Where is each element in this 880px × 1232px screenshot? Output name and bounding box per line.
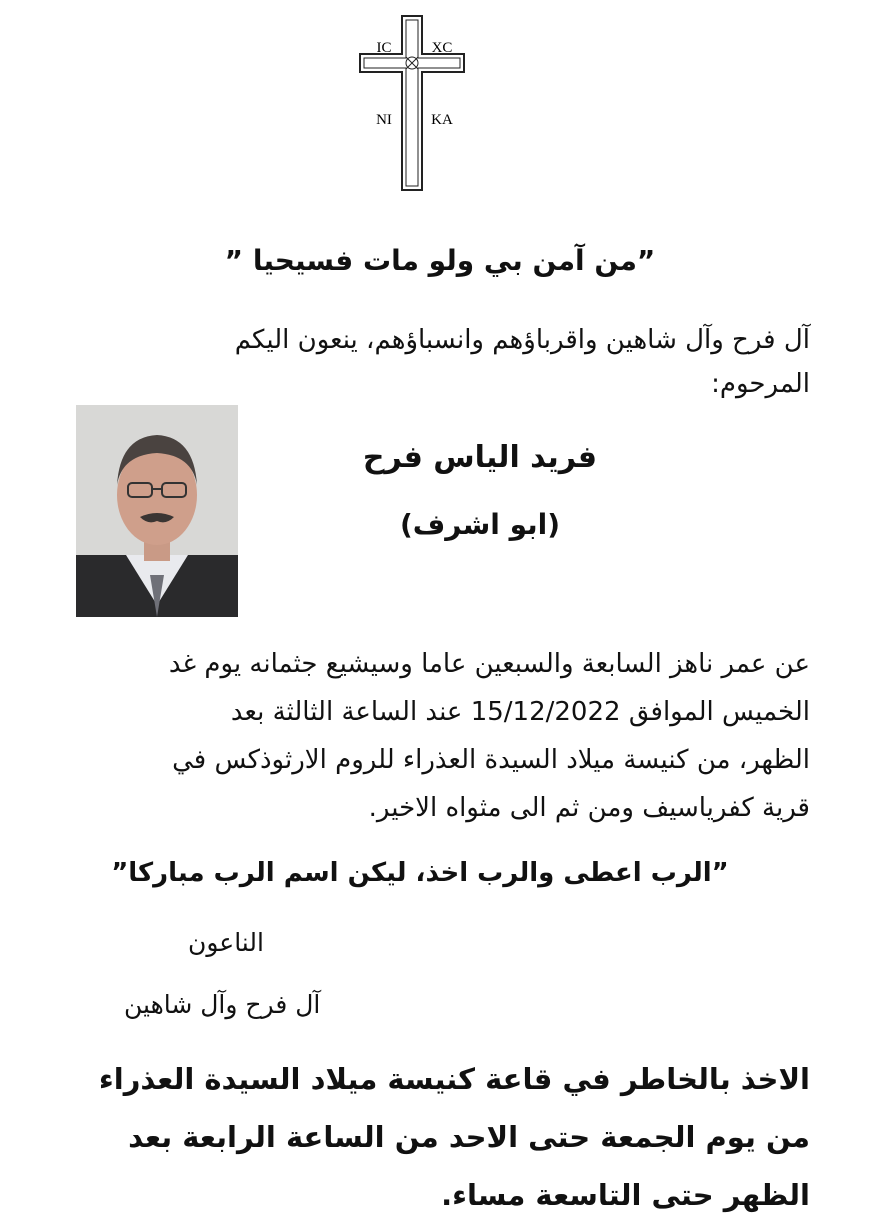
deceased-photo: [76, 405, 238, 617]
cross-label-ni: NI: [376, 112, 392, 128]
cross-label-ic: IC: [376, 40, 392, 56]
cross-label-xc: XC: [431, 40, 453, 56]
mourners-label: الناعون: [188, 928, 264, 957]
intro-line-1: آل فرح وآل شاهين واقرباؤهم وانسباؤهم، ينعون اليكم: [234, 325, 810, 355]
scripture-quote: ”من آمن بي ولو مات فسيحيا ”: [224, 244, 656, 277]
scripture-verse: ”الرب اعطى والرب اخذ، ليكن اسم الرب مباركا”: [111, 858, 729, 888]
intro-line-2: المرحوم:: [711, 369, 810, 399]
portrait-photo: [76, 405, 238, 617]
cross-label-ka: KA: [431, 112, 453, 128]
chi-rho-cross-icon: [356, 14, 468, 194]
details-line-1: عن عمر ناهز السابعة والسبعين عاما وسيشيع جثمانه يوم غد: [168, 649, 810, 679]
details-line-2: الخميس الموافق 15/12/2022 عند الساعة الثالثة بعد: [230, 697, 810, 727]
details-line-3: الظهر، من كنيسة ميلاد السيدة العذراء للروم الارثوذكس في: [172, 745, 810, 775]
deceased-nickname: (ابو اشرف): [399, 508, 561, 541]
details-line-4: قرية كفرياسيف ومن ثم الى مثواه الاخير.: [368, 793, 810, 823]
mourners-families: آل فرح وآل شاهين: [124, 990, 321, 1019]
condolences-info: [50, 1050, 810, 1224]
condolences-line-1: الاخذ بالخاطر في قاعة كنيسة ميلاد السيدة العذراء: [98, 1062, 810, 1096]
condolences-line-3: الظهر حتى التاسعة مساء.: [441, 1178, 810, 1212]
condolences-line-2: من يوم الجمعة حتى الاحد من الساعة الرابعة بعد: [128, 1120, 810, 1154]
deceased-name: فريد الياس فرح: [362, 440, 598, 475]
